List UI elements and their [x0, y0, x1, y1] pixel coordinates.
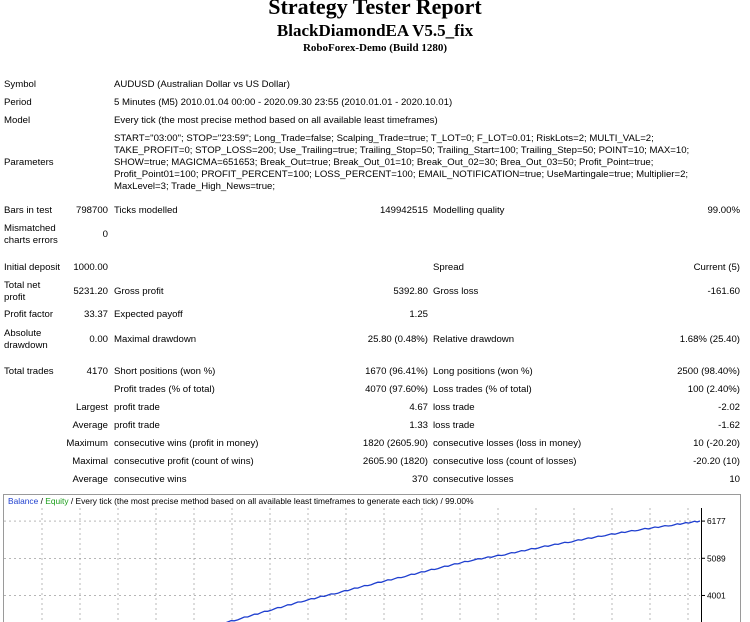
deposit-label: Initial deposit [4, 262, 60, 273]
average-profit-value: 1.33 [409, 420, 428, 431]
parameters-line: TAKE_PROFIT=0; STOP_LOSS=200; Use_Trailing=true; Trailing_Stop=50; Trailing_Start=100; Trailing_Step=50; POINT=10; MAX=10; [114, 145, 690, 156]
netprofit-label: Total net profit [4, 280, 41, 303]
ticks-label: Ticks modelled [114, 205, 178, 216]
parameters-line: SHOW=true; MAGICMA=651653; Break_Out=true; Break_Out_01=10; Break_Out_02=30; Brea_Out_03=50; Profit_Point=true; [114, 157, 654, 168]
reldd-value: 1.68% (25.40) [679, 334, 740, 345]
mismatch-value: 0 [102, 229, 108, 240]
avg-losses-label: consecutive losses [433, 474, 514, 485]
legend-equity: Equity [45, 496, 69, 506]
server-info: RoboForex-Demo (Build 1280) [302, 42, 447, 54]
long-label: Long positions (won %) [433, 366, 533, 377]
max-losses-label: consecutive losses (loss in money) [433, 438, 582, 449]
maximal-loss-value: -20.20 (10) [693, 456, 740, 467]
grossprofit-value: 5392.80 [393, 286, 428, 297]
average-label: Average [72, 420, 108, 431]
balance-chart [0, 494, 750, 622]
grossprofit-label: Gross profit [114, 286, 164, 297]
maximal-profit-value: 2605.90 (1820) [362, 456, 428, 467]
chart-legend [8, 496, 474, 506]
legend-balance: Balance [8, 496, 39, 506]
absdd-value: 0.00 [89, 334, 108, 345]
spread-value: Current (5) [693, 262, 740, 273]
max-wins-value: 1820 (2605.90) [362, 438, 428, 449]
model-label: Model [4, 115, 31, 126]
average-profit-label: profit trade [114, 420, 160, 431]
largest-profit-value: 4.67 [409, 402, 428, 413]
expert-name: BlackDiamondEA V5.5_fix [276, 21, 474, 40]
parameters-line: START="03:00"; STOP="23:59"; Long_Trade=false; Scalping_Trade=true; T_LOT=0; F_LOT=0.01; RiskLots=2; MULTI_VAL=2; [114, 133, 654, 144]
long-value: 2500 (98.40%) [677, 366, 740, 377]
trades-value: 4170 [86, 366, 108, 377]
short-value: 1670 (96.41%) [365, 366, 428, 377]
reldd-label: Relative drawdown [433, 334, 515, 345]
maximal-loss-label: consecutive loss (count of losses) [433, 456, 577, 467]
maxdd-label: Maximal drawdown [114, 334, 197, 345]
mismatch-label: Mismatched charts errors [4, 223, 58, 246]
parameters-label: Parameters [4, 157, 54, 168]
avgcons-label: Average [72, 474, 108, 485]
average-loss-label: loss trade [433, 420, 475, 431]
y-tick-label: 6177 [707, 516, 726, 527]
ticks-value: 149942515 [379, 205, 428, 216]
max-wins-label: consecutive wins (profit in money) [114, 438, 259, 449]
largest-loss-label: loss trade [433, 402, 475, 413]
model-value: Every tick (the most precise method based on all available least timeframes) [114, 115, 438, 126]
avg-wins-label: consecutive wins [114, 474, 187, 485]
netprofit-value: 5231.20 [73, 286, 108, 297]
payoff-value: 1.25 [409, 309, 428, 320]
parameters-line: Profit_Point01=100; PROFIT_PERCENT=100; LOSS_PERCENT=100; EMAIL_NOTIFICATION=true; UseMartingale=true; Multiplier=2; [114, 169, 689, 180]
deposit-value: 1000.00 [73, 262, 108, 273]
maximal-profit-label: consecutive profit (count of wins) [114, 456, 254, 467]
avg-wins-value: 370 [411, 474, 428, 485]
ltrades-value: 100 (2.40%) [687, 384, 740, 395]
max-losses-value: 10 (-20.20) [693, 438, 740, 449]
spread-label: Spread [433, 262, 464, 273]
quality-value: 99.00% [707, 205, 740, 216]
maximum-label: Maximum [66, 438, 108, 449]
symbol-value: AUDUSD (Australian Dollar vs US Dollar) [114, 79, 290, 90]
avg-losses-value: 10 [729, 474, 740, 485]
pf-label: Profit factor [4, 309, 54, 320]
maximal-label: Maximal [72, 456, 108, 467]
bars-label: Bars in test [4, 205, 52, 216]
grossloss-value: -161.60 [707, 286, 740, 297]
period-label: Period [4, 97, 32, 108]
y-tick-label: 5089 [707, 553, 726, 564]
maxdd-value: 25.80 (0.48%) [367, 334, 428, 345]
ptrades-label: Profit trades (% of total) [114, 384, 215, 395]
quality-label: Modelling quality [433, 205, 505, 216]
largest-profit-label: profit trade [114, 402, 160, 413]
parameters-line: MaxLevel=3; Trade_High_News=true; [114, 181, 276, 192]
symbol-label: Symbol [4, 79, 36, 90]
average-loss-value: -1.62 [718, 420, 740, 431]
ltrades-label: Loss trades (% of total) [433, 384, 532, 395]
pf-value: 33.37 [83, 309, 108, 320]
grossloss-label: Gross loss [433, 286, 479, 297]
legend-rest: / Every tick (the most precise method based on all available least timeframes to generate each tick) / 99.00% [68, 496, 474, 506]
absdd-label: Absolute drawdown [4, 328, 48, 351]
y-tick-label: 4001 [707, 590, 726, 601]
largest-loss-value: -2.02 [718, 402, 740, 413]
trades-label: Total trades [4, 366, 54, 377]
period-value: 5 Minutes (M5) 2010.01.04 00:00 - 2020.09.30 23:55 (2010.01.01 - 2020.10.01) [114, 97, 453, 108]
legend-sep: / [38, 496, 46, 506]
ptrades-value: 4070 (97.60%) [365, 384, 428, 395]
largest-label: Largest [76, 402, 108, 413]
report-title: Strategy Tester Report [268, 0, 482, 19]
payoff-label: Expected payoff [114, 309, 183, 320]
bars-value: 798700 [75, 205, 108, 216]
short-label: Short positions (won %) [114, 366, 216, 377]
